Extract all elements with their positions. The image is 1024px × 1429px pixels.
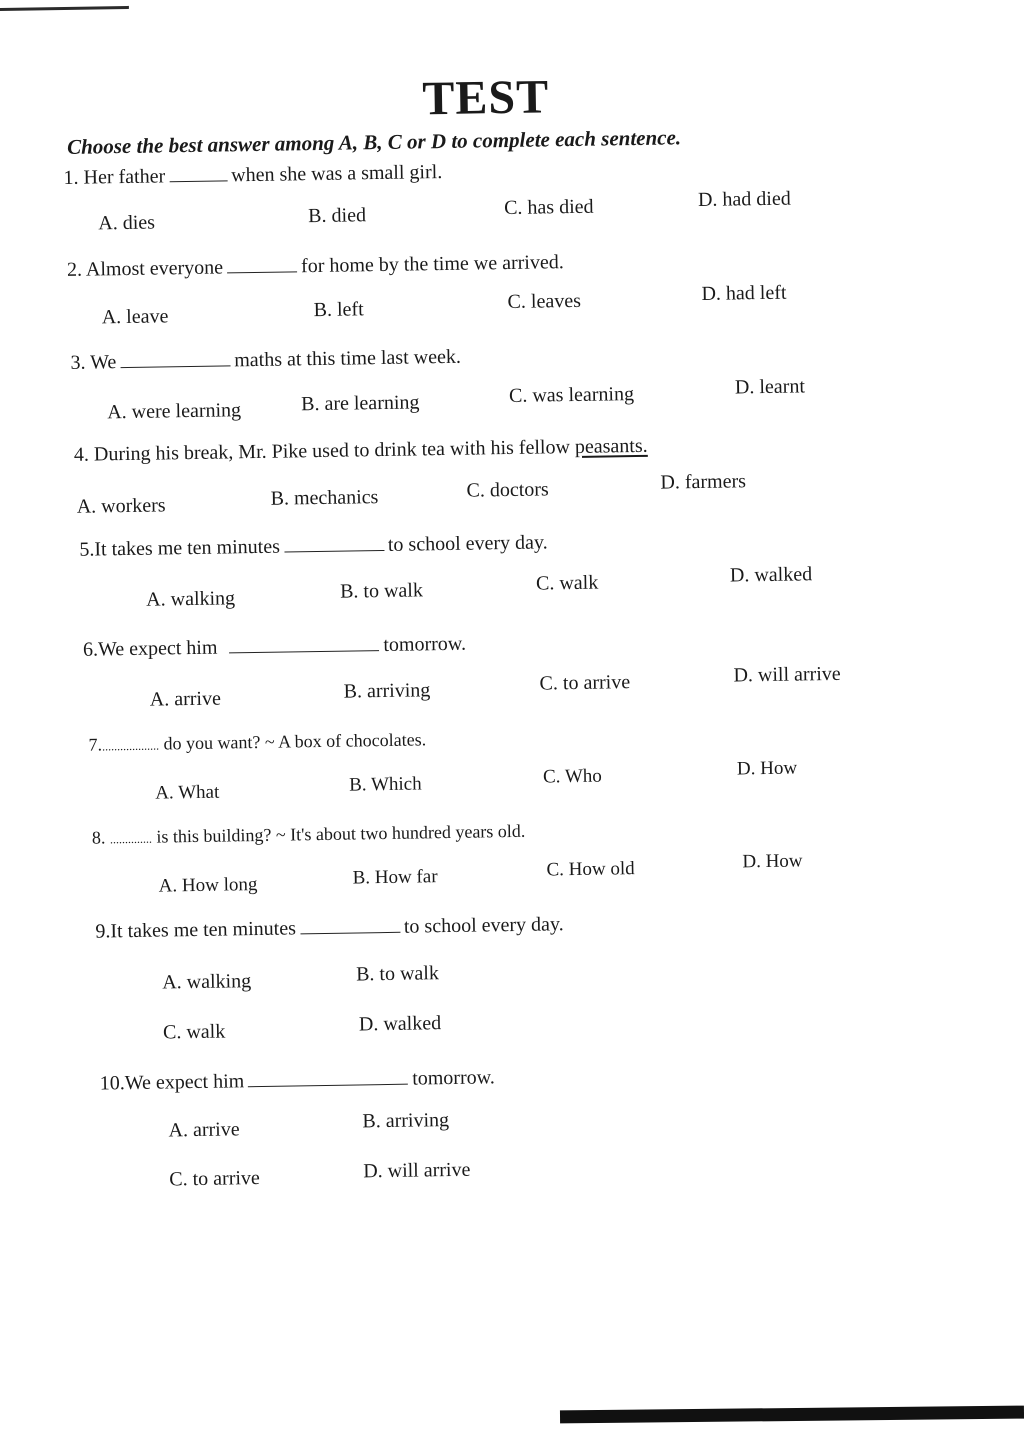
- option-10d: D. will arrive: [363, 1158, 471, 1183]
- option-9a: A. walking: [162, 970, 252, 994]
- question-9: [95, 913, 564, 943]
- page-edge-top: [0, 6, 129, 11]
- option-3d: D. learnt: [734, 375, 806, 399]
- question-7-stem: do you want? ~ A box of chocolates.: [163, 729, 427, 754]
- option-4d: D. farmers: [660, 470, 747, 494]
- option-4b: B. mechanics: [270, 486, 379, 510]
- option-5b: B. to walk: [339, 579, 424, 603]
- option-7b: B. Which: [348, 773, 422, 796]
- option-9b: B. to walk: [355, 962, 440, 986]
- question-6-stem: 6.We expect him: [82, 636, 218, 661]
- dotted-blank: ...................: [101, 738, 160, 754]
- option-5d: D. walked: [729, 563, 813, 587]
- question-10: [100, 1066, 495, 1095]
- question-2: [67, 251, 564, 282]
- answer-blank: [229, 636, 379, 653]
- dotted-blank: ..............: [109, 831, 153, 847]
- question-4: [74, 435, 648, 467]
- option-4a: A. workers: [76, 494, 166, 518]
- option-6b: B. arriving: [343, 679, 431, 703]
- question-1-stem-end: when she was a small girl.: [231, 161, 443, 187]
- question-1-stem: 1. Her father: [63, 165, 166, 189]
- question-3-stem-end: maths at this time last week.: [234, 345, 462, 372]
- option-9c: C. walk: [162, 1020, 226, 1044]
- option-6c: C. to arrive: [539, 671, 631, 695]
- option-10a: A. arrive: [168, 1118, 240, 1142]
- option-4c: C. doctors: [466, 478, 549, 502]
- question-8: [92, 821, 526, 849]
- option-5c: C. walk: [535, 571, 599, 595]
- option-3a: A. were learning: [107, 399, 242, 424]
- question-2-stem: 2. Almost everyone: [66, 256, 224, 281]
- option-5a: A. walking: [146, 587, 236, 611]
- question-9-stem: 9.It takes me ten minutes: [95, 917, 297, 943]
- question-10-stem: 10.We expect him: [99, 1070, 245, 1095]
- question-8-number: 8.: [91, 827, 106, 848]
- option-10c: C. to arrive: [169, 1167, 261, 1191]
- question-5-stem-end: to school every day.: [387, 531, 548, 556]
- question-10-stem-end: tomorrow.: [412, 1066, 495, 1090]
- answer-blank: [300, 918, 400, 935]
- question-5: [79, 531, 548, 561]
- option-7d: D. How: [736, 757, 798, 780]
- question-6-stem-end: tomorrow.: [383, 632, 467, 657]
- option-1a: A. dies: [98, 211, 156, 235]
- option-8a: A. How long: [158, 874, 258, 897]
- question-8-stem: is this building? ~ It's about two hundred years old.: [156, 820, 526, 847]
- underlined-word: peasants.: [574, 434, 648, 458]
- option-2b: B. left: [313, 298, 364, 322]
- option-2d: D. had left: [701, 281, 787, 305]
- option-6d: D. will arrive: [733, 662, 841, 687]
- option-1d: D. had died: [697, 187, 791, 212]
- answer-blank: [227, 257, 297, 273]
- question-1: [63, 161, 442, 190]
- option-9d: D. walked: [358, 1012, 442, 1036]
- option-2a: A. leave: [101, 305, 169, 329]
- question-7-number: 7.: [88, 734, 103, 755]
- answer-blank: [248, 1070, 408, 1088]
- option-3b: B. are learning: [300, 391, 420, 416]
- question-2-stem-end: for home by the time we arrived.: [300, 251, 564, 278]
- instruction: Choose the best answer among A, B, C or D to complete each sentence.: [66, 125, 682, 159]
- option-1c: C. has died: [503, 195, 594, 220]
- answer-blank: [284, 536, 384, 553]
- option-8d: D. How: [742, 850, 803, 873]
- option-1b: B. died: [308, 204, 367, 228]
- option-3c: C. was learning: [508, 383, 635, 408]
- question-3: [70, 346, 461, 375]
- option-7a: A. What: [155, 781, 220, 804]
- answer-blank: [169, 166, 227, 182]
- option-7c: C. Who: [542, 765, 602, 788]
- answer-blank: [120, 351, 230, 368]
- option-8c: C. How old: [546, 858, 635, 881]
- question-3-stem: 3. We: [70, 351, 117, 374]
- option-8b: B. How far: [352, 866, 438, 889]
- question-5-stem: 5.It takes me ten minutes: [79, 535, 281, 561]
- option-6a: A. arrive: [149, 687, 222, 711]
- question-9-stem-end: to school every day.: [403, 913, 564, 938]
- page-title: TEST: [421, 70, 550, 126]
- question-7: [88, 729, 426, 755]
- option-10b: B. arriving: [362, 1109, 450, 1133]
- option-2c: C. leaves: [507, 289, 582, 314]
- question-6: [83, 633, 466, 662]
- question-4-stem: 4. During his break, Mr. Pike used to drink tea with his fellow: [73, 436, 571, 466]
